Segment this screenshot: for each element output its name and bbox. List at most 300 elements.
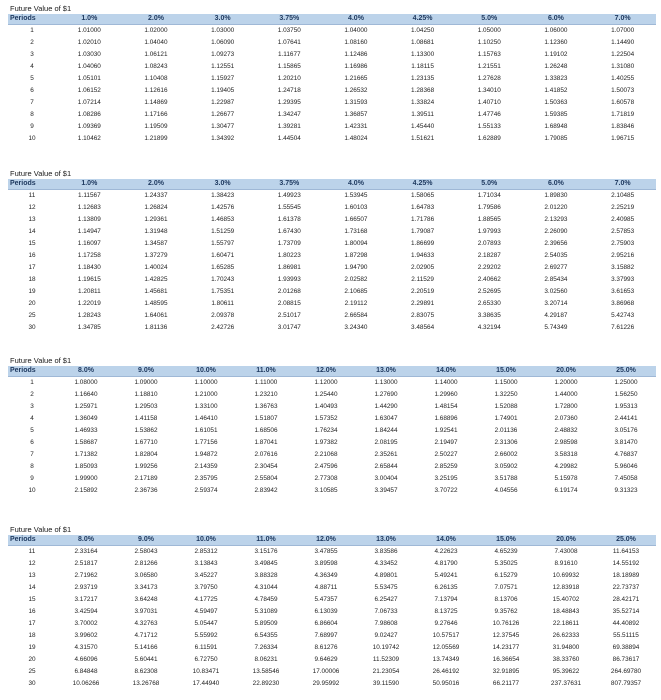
table-row xyxy=(8,606,656,618)
factor-cell: 7.61226 xyxy=(611,324,635,331)
factor-cell: 1.07214 xyxy=(77,99,101,106)
factor-cell: 6.25427 xyxy=(374,596,398,603)
factor-cell: 264.69780 xyxy=(610,668,642,675)
factor-cell: 1.88565 xyxy=(477,216,501,223)
factor-cell: 1.73168 xyxy=(344,228,368,235)
factor-cell: 1.36049 xyxy=(74,415,98,422)
period-cell: 11 xyxy=(28,192,36,199)
factor-cell: 1.16986 xyxy=(344,63,368,70)
factor-cell: 1.49923 xyxy=(277,192,301,199)
period-cell: 14 xyxy=(28,584,36,591)
period-cell: 20 xyxy=(28,656,36,663)
factor-cell: 1.80094 xyxy=(344,240,368,247)
period-cell: 30 xyxy=(28,324,36,331)
factor-cell: 1.29395 xyxy=(277,99,301,106)
factor-cell: 32.91895 xyxy=(492,668,520,675)
factor-cell: 1.10408 xyxy=(144,75,168,82)
factor-cell: 1.75351 xyxy=(211,288,235,295)
rate-header: 8.0% xyxy=(56,535,116,546)
factor-cell: 1.51621 xyxy=(411,135,435,142)
table-title: Future Value of $1 xyxy=(10,356,72,365)
factor-cell: 29.95992 xyxy=(312,680,340,687)
table-row xyxy=(8,654,656,666)
factor-cell: 7.06733 xyxy=(374,608,398,615)
period-cell: 4 xyxy=(30,63,34,70)
factor-cell: 5.55992 xyxy=(194,632,218,639)
factor-cell: 44.40892 xyxy=(612,620,640,627)
factor-cell: 1.61378 xyxy=(277,216,301,223)
factor-cell: 1.06090 xyxy=(211,39,235,46)
factor-cell: 1.94633 xyxy=(411,252,435,259)
table-title: Future Value of $1 xyxy=(10,169,72,178)
factor-cell: 4.31570 xyxy=(74,644,98,651)
factor-cell: 1.12551 xyxy=(211,63,235,70)
period-cell: 7 xyxy=(30,99,34,106)
factor-cell: 1.06152 xyxy=(77,87,101,94)
table-row xyxy=(8,73,656,85)
factor-cell: 1.65285 xyxy=(211,264,235,271)
factor-cell: 2.83942 xyxy=(254,487,278,494)
rate-header: 2.0% xyxy=(123,14,190,25)
factor-cell: 1.47746 xyxy=(477,111,501,118)
rate-header: 3.0% xyxy=(189,14,256,25)
period-cell: 16 xyxy=(28,608,36,615)
factor-cell: 4.36349 xyxy=(314,572,338,579)
factor-cell: 8.13706 xyxy=(494,596,518,603)
factor-cell: 3.64248 xyxy=(134,596,158,603)
factor-cell: 1.20000 xyxy=(554,379,578,386)
factor-cell: 1.72800 xyxy=(554,403,578,410)
table-row xyxy=(8,594,656,606)
factor-cell: 2.58043 xyxy=(134,548,158,555)
factor-cell: 4.89801 xyxy=(374,572,398,579)
table-row xyxy=(8,109,656,121)
factor-cell: 1.64783 xyxy=(411,204,435,211)
factor-cell: 6.72750 xyxy=(194,656,218,663)
factor-cell: 7.68997 xyxy=(314,632,338,639)
factor-cell: 2.95216 xyxy=(611,252,635,259)
table-row xyxy=(8,202,656,214)
factor-cell: 3.24340 xyxy=(344,324,368,331)
factor-cell: 1.70243 xyxy=(211,276,235,283)
factor-cell: 2.65844 xyxy=(374,463,398,470)
factor-cell: 2.66002 xyxy=(494,451,518,458)
fv-grid xyxy=(8,366,656,497)
rate-header: 14.0% xyxy=(416,535,476,546)
factor-cell: 1.33824 xyxy=(411,99,435,106)
factor-cell: 4.17725 xyxy=(194,596,218,603)
factor-cell: 1.08000 xyxy=(74,379,98,386)
rate-header: 9.0% xyxy=(116,366,176,377)
factor-cell: 10.06266 xyxy=(72,680,100,687)
factor-cell: 1.10250 xyxy=(477,39,501,46)
factor-cell: 1.06000 xyxy=(544,27,568,34)
factor-cell: 10.19742 xyxy=(372,644,400,651)
factor-cell: 1.55545 xyxy=(277,204,301,211)
period-cell: 16 xyxy=(28,252,36,259)
factor-cell: 28.42171 xyxy=(612,596,640,603)
rate-header: 1.0% xyxy=(56,179,123,190)
factor-cell: 4.59497 xyxy=(194,608,218,615)
period-cell: 25 xyxy=(28,312,36,319)
factor-cell: 1.26824 xyxy=(144,204,168,211)
table-row xyxy=(8,389,656,401)
factor-cell: 50.95016 xyxy=(432,680,460,687)
period-cell: 5 xyxy=(30,427,34,434)
factor-cell: 1.56250 xyxy=(614,391,638,398)
factor-cell: 1.34392 xyxy=(211,135,235,142)
factor-cell: 7.43008 xyxy=(554,548,578,555)
factor-cell: 1.50363 xyxy=(544,99,568,106)
factor-cell: 2.01136 xyxy=(494,427,518,434)
factor-cell: 7.07571 xyxy=(494,584,518,591)
factor-cell: 2.36736 xyxy=(134,487,158,494)
factor-cell: 1.14000 xyxy=(434,379,458,386)
rate-header: 4.25% xyxy=(389,14,456,25)
factor-cell: 1.87298 xyxy=(344,252,368,259)
factor-cell: 3.02560 xyxy=(544,288,568,295)
factor-cell: 1.68506 xyxy=(254,427,278,434)
rate-header: 11.0% xyxy=(236,535,296,546)
factor-cell: 1.13000 xyxy=(374,379,398,386)
factor-cell: 8.91610 xyxy=(554,560,578,567)
factor-cell: 4.32763 xyxy=(134,620,158,627)
factor-cell: 3.42594 xyxy=(74,608,98,615)
factor-cell: 2.01268 xyxy=(277,288,301,295)
factor-cell: 1.99900 xyxy=(74,475,98,482)
period-cell: 11 xyxy=(28,548,36,555)
factor-cell: 1.19102 xyxy=(544,51,568,58)
factor-cell: 1.26532 xyxy=(344,87,368,94)
factor-cell: 1.94790 xyxy=(344,264,368,271)
factor-cell: 10.69932 xyxy=(552,572,580,579)
factor-cell: 2.07360 xyxy=(554,415,578,422)
factor-cell: 1.86981 xyxy=(277,264,301,271)
factor-cell: 13.74349 xyxy=(432,656,460,663)
factor-cell: 2.09378 xyxy=(211,312,235,319)
period-cell: 3 xyxy=(30,403,34,410)
factor-cell: 2.51817 xyxy=(74,560,98,567)
factor-cell: 1.60471 xyxy=(211,252,235,259)
factor-cell: 1.37279 xyxy=(144,252,168,259)
factor-cell: 2.47596 xyxy=(314,463,338,470)
factor-cell: 1.16097 xyxy=(77,240,101,247)
factor-cell: 1.93993 xyxy=(277,276,301,283)
factor-cell: 1.73709 xyxy=(277,240,301,247)
factor-cell: 1.16640 xyxy=(74,391,98,398)
period-cell: 13 xyxy=(28,572,36,579)
factor-cell: 1.27690 xyxy=(374,391,398,398)
factor-cell: 4.88711 xyxy=(314,584,338,591)
factor-cell: 1.04000 xyxy=(344,27,368,34)
factor-cell: 2.11529 xyxy=(411,276,434,283)
period-cell: 25 xyxy=(28,668,36,675)
factor-cell: 66.21177 xyxy=(492,680,520,687)
factor-cell: 1.24337 xyxy=(144,192,168,199)
period-cell: 6 xyxy=(30,87,34,94)
factor-cell: 2.35795 xyxy=(194,475,218,482)
factor-cell: 2.33164 xyxy=(74,548,98,555)
table-row xyxy=(8,449,656,461)
rate-header: 5.0% xyxy=(456,14,523,25)
factor-cell: 1.40255 xyxy=(611,75,635,82)
factor-cell: 11.64153 xyxy=(612,548,640,555)
factor-cell: 1.11000 xyxy=(254,379,278,386)
factor-cell: 18.18989 xyxy=(612,572,640,579)
factor-cell: 1.22504 xyxy=(611,51,635,58)
factor-cell: 11.52309 xyxy=(372,656,400,663)
factor-cell: 8.13725 xyxy=(434,608,458,615)
factor-cell: 1.05000 xyxy=(477,27,501,34)
factor-cell: 1.22019 xyxy=(77,300,101,307)
fv-grid xyxy=(8,14,656,145)
period-cell: 17 xyxy=(28,620,36,627)
factor-cell: 2.10685 xyxy=(344,288,368,295)
table-row xyxy=(8,401,656,413)
factor-cell: 1.04060 xyxy=(77,63,101,70)
factor-cell: 3.51788 xyxy=(494,475,518,482)
factor-cell: 2.57853 xyxy=(611,228,635,235)
factor-cell: 5.15978 xyxy=(554,475,578,482)
factor-cell: 1.29361 xyxy=(144,216,168,223)
factor-cell: 2.26090 xyxy=(544,228,568,235)
factor-cell: 1.40024 xyxy=(144,264,168,271)
factor-cell: 1.74901 xyxy=(494,415,518,422)
factor-cell: 10.57517 xyxy=(432,632,460,639)
factor-cell: 1.11567 xyxy=(78,192,101,199)
table-row xyxy=(8,49,656,61)
factor-cell: 1.53945 xyxy=(344,192,368,199)
table-row xyxy=(8,485,656,497)
factor-cell: 5.53475 xyxy=(374,584,398,591)
header-row xyxy=(8,14,656,25)
rate-header: 12.0% xyxy=(296,535,356,546)
rate-header: 25.0% xyxy=(596,366,656,377)
rate-header: 20.0% xyxy=(536,535,596,546)
factor-cell: 1.18430 xyxy=(77,264,101,271)
factor-cell: 2.44141 xyxy=(614,415,638,422)
factor-cell: 1.39281 xyxy=(277,123,301,130)
periods-header: Periods xyxy=(8,14,56,25)
factor-cell: 1.31948 xyxy=(144,228,168,235)
factor-cell: 10.83471 xyxy=(192,668,220,675)
rate-header: 6.0% xyxy=(523,14,590,25)
factor-cell: 17.44940 xyxy=(192,680,220,687)
rate-header: 4.0% xyxy=(323,14,390,25)
factor-cell: 1.06121 xyxy=(144,51,168,58)
factor-cell: 9.02427 xyxy=(374,632,398,639)
factor-cell: 2.42726 xyxy=(211,324,235,331)
factor-cell: 1.51259 xyxy=(211,228,235,235)
table-row xyxy=(8,642,656,654)
factor-cell: 5.49241 xyxy=(434,572,458,579)
factor-cell: 1.03030 xyxy=(77,51,101,58)
factor-cell: 1.31593 xyxy=(344,99,368,106)
table-row xyxy=(8,461,656,473)
factor-cell: 3.88328 xyxy=(254,572,278,579)
factor-cell: 1.10462 xyxy=(77,135,101,142)
table-row xyxy=(8,473,656,485)
factor-cell: 1.33823 xyxy=(544,75,568,82)
factor-cell: 1.40493 xyxy=(314,403,338,410)
period-cell: 5 xyxy=(30,75,34,82)
factor-cell: 1.99256 xyxy=(134,463,158,470)
period-cell: 19 xyxy=(28,288,36,295)
factor-cell: 4.81790 xyxy=(434,560,458,567)
rate-header: 3.0% xyxy=(189,179,256,190)
rate-header: 4.25% xyxy=(389,179,456,190)
factor-cell: 4.32194 xyxy=(477,324,501,331)
factor-cell: 1.71382 xyxy=(74,451,98,458)
factor-cell: 1.34247 xyxy=(277,111,301,118)
factor-cell: 22.73737 xyxy=(612,584,640,591)
factor-cell: 2.08195 xyxy=(374,439,398,446)
factor-cell: 9.64629 xyxy=(314,656,338,663)
factor-cell: 1.18115 xyxy=(411,63,434,70)
fv-table-2 xyxy=(8,168,656,334)
period-cell: 20 xyxy=(28,300,36,307)
rate-header: 25.0% xyxy=(596,535,656,546)
table-row xyxy=(8,61,656,73)
factor-cell: 1.14490 xyxy=(611,39,635,46)
factor-cell: 4.29187 xyxy=(544,312,568,319)
factor-cell: 2.17189 xyxy=(134,475,158,482)
factor-cell: 1.25971 xyxy=(74,403,98,410)
factor-cell: 1.34010 xyxy=(477,87,501,94)
factor-cell: 1.53862 xyxy=(134,427,158,434)
factor-cell: 2.21068 xyxy=(314,451,338,458)
rate-header: 10.0% xyxy=(176,366,236,377)
factor-cell: 3.81470 xyxy=(614,439,638,446)
period-cell: 10 xyxy=(28,135,36,142)
factor-cell: 2.15892 xyxy=(74,487,98,494)
factor-cell: 1.41158 xyxy=(134,415,158,422)
factor-cell: 6.84848 xyxy=(74,668,98,675)
table-row xyxy=(8,322,656,334)
factor-cell: 1.79085 xyxy=(544,135,568,142)
factor-cell: 5.14166 xyxy=(134,644,158,651)
rate-header: 15.0% xyxy=(476,535,536,546)
period-cell: 12 xyxy=(28,204,36,211)
factor-cell: 12.05569 xyxy=(432,644,460,651)
factor-cell: 1.17166 xyxy=(144,111,168,118)
factor-cell: 1.82804 xyxy=(134,451,158,458)
factor-cell: 3.10585 xyxy=(314,487,338,494)
factor-cell: 2.50227 xyxy=(434,451,458,458)
factor-cell: 31.94800 xyxy=(552,644,580,651)
factor-cell: 26.62333 xyxy=(552,632,580,639)
factor-cell: 1.05101 xyxy=(77,75,101,82)
factor-cell: 1.34587 xyxy=(144,240,168,247)
factor-cell: 4.78459 xyxy=(254,596,278,603)
factor-cell: 3.70722 xyxy=(434,487,458,494)
factor-cell: 1.46933 xyxy=(74,427,98,434)
factor-cell: 3.38635 xyxy=(477,312,501,319)
factor-cell: 3.15176 xyxy=(254,548,278,555)
factor-cell: 6.15279 xyxy=(494,572,518,579)
factor-cell: 1.21000 xyxy=(194,391,218,398)
periods-header: Periods xyxy=(8,535,56,546)
factor-cell: 2.85312 xyxy=(194,548,218,555)
factor-cell: 6.54355 xyxy=(254,632,278,639)
table-row xyxy=(8,678,656,690)
factor-cell: 7.45058 xyxy=(614,475,638,482)
table-row xyxy=(8,238,656,250)
factor-cell: 2.85434 xyxy=(544,276,568,283)
factor-cell: 6.13039 xyxy=(314,608,338,615)
factor-cell: 3.13843 xyxy=(194,560,218,567)
period-cell: 9 xyxy=(30,123,34,130)
factor-cell: 1.19615 xyxy=(77,276,101,283)
factor-cell: 1.76234 xyxy=(314,427,338,434)
rate-header: 5.0% xyxy=(456,179,523,190)
factor-cell: 1.18810 xyxy=(134,391,158,398)
factor-cell: 1.19405 xyxy=(211,87,235,94)
factor-cell: 2.83075 xyxy=(411,312,435,319)
factor-cell: 15.40702 xyxy=(552,596,580,603)
rate-header: 13.0% xyxy=(356,535,416,546)
factor-cell: 5.74349 xyxy=(544,324,568,331)
factor-cell: 1.20210 xyxy=(277,75,301,82)
factor-cell: 1.66507 xyxy=(344,216,368,223)
factor-cell: 1.42825 xyxy=(144,276,168,283)
factor-cell: 1.46410 xyxy=(194,415,218,422)
factor-cell: 1.39511 xyxy=(411,111,434,118)
factor-cell: 2.07616 xyxy=(254,451,278,458)
factor-cell: 1.31080 xyxy=(611,63,635,70)
factor-cell: 5.35025 xyxy=(494,560,518,567)
period-cell: 19 xyxy=(28,644,36,651)
factor-cell: 1.41852 xyxy=(544,87,568,94)
factor-cell: 1.48154 xyxy=(434,403,458,410)
factor-cell: 1.79586 xyxy=(477,204,501,211)
factor-cell: 2.85259 xyxy=(434,463,458,470)
factor-cell: 8.61276 xyxy=(314,644,338,651)
factor-cell: 22.18611 xyxy=(552,620,580,627)
factor-cell: 2.39656 xyxy=(544,240,568,247)
factor-cell: 2.77308 xyxy=(314,475,338,482)
table-row xyxy=(8,298,656,310)
period-cell: 6 xyxy=(30,439,34,446)
rate-header: 3.75% xyxy=(256,179,323,190)
rate-header: 6.0% xyxy=(523,179,590,190)
factor-cell: 3.99602 xyxy=(74,632,98,639)
period-cell: 15 xyxy=(28,596,36,603)
rate-header: 7.0% xyxy=(589,14,656,25)
factor-cell: 1.42576 xyxy=(211,204,235,211)
factor-cell: 14.23177 xyxy=(492,644,520,651)
factor-cell: 1.83846 xyxy=(611,123,635,130)
table-row xyxy=(8,133,656,145)
factor-cell: 1.45440 xyxy=(411,123,435,130)
factor-cell: 86.73617 xyxy=(612,656,640,663)
factor-cell: 1.68948 xyxy=(544,123,568,130)
factor-cell: 16.36654 xyxy=(492,656,520,663)
factor-cell: 3.06580 xyxy=(134,572,158,579)
factor-cell: 4.76837 xyxy=(614,451,638,458)
factor-cell: 1.64061 xyxy=(144,312,168,319)
factor-cell: 4.65239 xyxy=(494,548,518,555)
rate-header: 20.0% xyxy=(536,366,596,377)
factor-cell: 1.97993 xyxy=(477,228,501,235)
factor-cell: 1.58687 xyxy=(74,439,98,446)
table-row xyxy=(8,250,656,262)
period-cell: 10 xyxy=(28,487,36,494)
factor-cell: 38.33760 xyxy=(552,656,580,663)
table-row xyxy=(8,85,656,97)
factor-cell: 10.76126 xyxy=(492,620,520,627)
factor-cell: 1.55133 xyxy=(477,123,501,130)
